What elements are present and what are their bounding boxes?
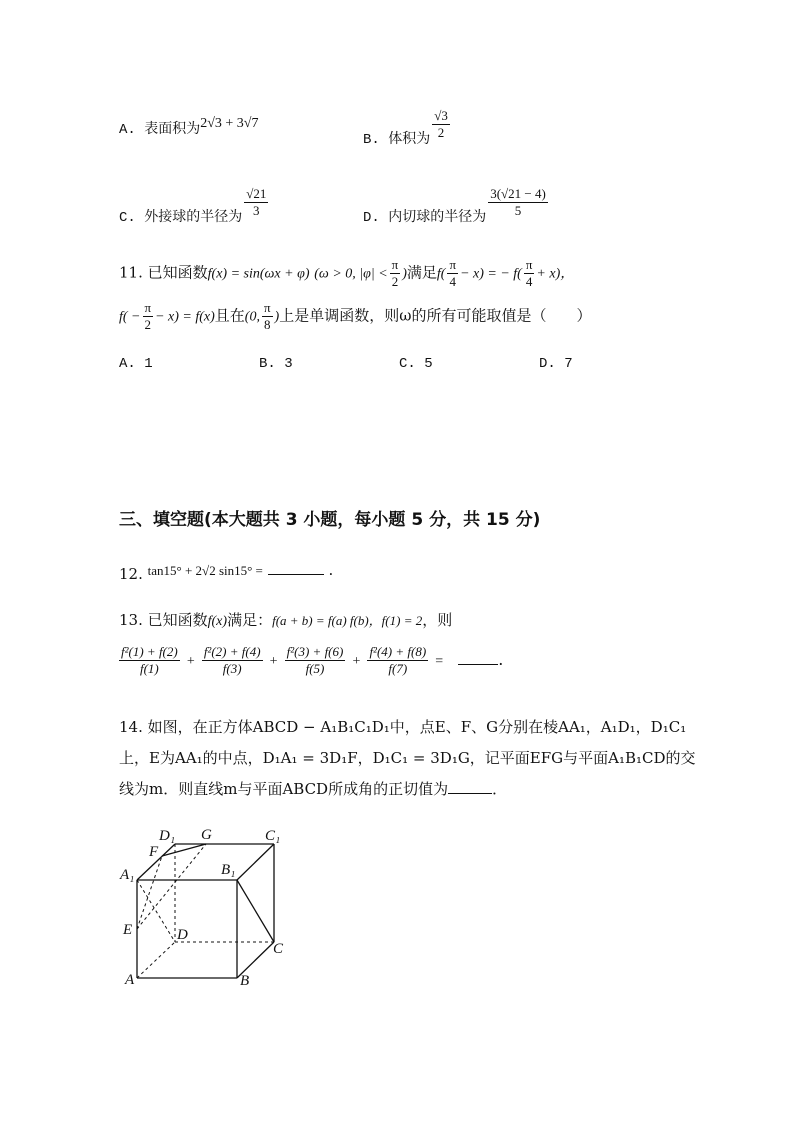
q13-term4-num: f²(4) + f(8) [369, 644, 427, 659]
label-f: F [149, 844, 159, 860]
q10-option-b-num: √3 [434, 108, 448, 123]
label-a1: A₁ [120, 867, 135, 883]
q10-option-b [363, 108, 452, 148]
q11-line1 [119, 257, 574, 290]
q11-eq2-left: f( − [119, 309, 141, 325]
q11-cond-end: ) [402, 266, 407, 282]
q14-answer-blank[interactable] [448, 779, 492, 794]
q10-option-b-label: B. 体积为 [363, 131, 431, 148]
q13-equals: = [435, 654, 444, 669]
q10-option-d-label: D. 内切球的半径为 [363, 209, 487, 226]
label-c: C [273, 941, 284, 957]
q11-interval-end: ) [274, 309, 280, 325]
q11-func: f(x) = sin(ωx + φ) [207, 266, 310, 282]
section-heading: 三、填空题(本大题共 3 小题，每小题 5 分，共 15 分) [119, 510, 541, 530]
q11-text3: 且在 [214, 306, 245, 325]
q11-eq1-num2: π [525, 257, 533, 272]
q11-option-a: A. 1 [119, 356, 153, 372]
q11-number: 11. [119, 263, 143, 282]
q13-term4-den: f(7) [388, 661, 408, 676]
q12-line [119, 560, 334, 583]
label-b: B [240, 973, 250, 989]
q10-option-d-den: 5 [514, 203, 522, 218]
q14-line3-text: 线为m．则直线m与平面ABCD所成角的正切值为 [119, 780, 449, 798]
label-e: E [123, 922, 133, 938]
q11-line2 [119, 300, 591, 333]
q11-text4: 上是单调函数，则ω的所有可能取值是（ ） [279, 306, 592, 325]
q13-plus-2: + [269, 654, 278, 669]
q13-plus-3: + [352, 654, 361, 669]
q11-eq2-den: 2 [144, 317, 152, 332]
q12-answer-blank[interactable] [268, 560, 324, 575]
label-d: D [177, 927, 188, 943]
q14-line3-end: ． [492, 780, 508, 798]
q11-cond-num: π [391, 257, 399, 272]
q13-term3-den: f(5) [305, 661, 325, 676]
q13-cond: f(a + b) = f(a) f(b)，f(1) = 2 [272, 613, 423, 628]
label-g: G [201, 827, 212, 843]
label-a: A [125, 972, 135, 988]
q13-func: f(x) [207, 614, 228, 629]
q11-interval-den: 8 [264, 317, 271, 332]
q11-eq2-num: π [144, 300, 152, 315]
q13-term2-den: f(3) [222, 661, 242, 676]
q13-answer-blank[interactable] [458, 650, 498, 665]
q10-option-d-num: 3(√21 − 4) [490, 186, 546, 201]
q11-eq2-end: − x) = f(x) [155, 309, 215, 325]
q13-term1-num: f²(1) + f(2) [121, 644, 178, 659]
q11-interval-left: (0, [244, 309, 260, 325]
q10-option-a [119, 118, 258, 138]
q10-option-b-den: 2 [437, 125, 445, 140]
label-c1: C₁ [265, 828, 281, 844]
q11-text2: 满足 [406, 263, 437, 282]
q11-option-c: C. 5 [399, 356, 433, 372]
q11-option-b: B. 3 [259, 356, 293, 372]
label-b1: B₁ [221, 862, 236, 878]
q10-option-c [119, 186, 270, 226]
q14-line3 [119, 778, 507, 799]
q13-term2-num: f²(2) + f(4) [203, 644, 261, 659]
q10-option-c-den: 3 [253, 203, 260, 218]
q13-expression [117, 644, 503, 677]
q11-cond: (ω > 0, |φ| < [314, 266, 388, 282]
q11-eq1-den2: 4 [525, 274, 533, 289]
q13-satisfy: 满足： [227, 611, 273, 629]
q12-expr: tan15° + 2√2 sin15° = [147, 563, 263, 578]
q11-eq1-left: f( [436, 266, 446, 282]
q12-number: 12. [119, 565, 143, 583]
q14-line2: 上，E为AA₁的中点，D₁A₁ = 3D₁F，D₁C₁ = 3D₁G，记平面EFG与平面A₁B₁CD的交 [119, 749, 696, 767]
q10-option-a-expr: 2√3 + 3√7 [200, 116, 259, 131]
cube-figure [115, 822, 295, 992]
q13-then: ，则 [422, 611, 453, 629]
q10-option-d [363, 186, 550, 226]
q10-option-c-label: C. 外接球的半径为 [119, 209, 243, 226]
q13-term3-num: f²(3) + f(6) [286, 644, 344, 659]
q13-intro: 13. 已知函数 [119, 611, 208, 629]
q12-end: . [328, 561, 334, 579]
label-d1: D₁ [159, 828, 176, 844]
q11-eq1-den: 4 [449, 274, 457, 289]
q13-end: . [498, 650, 504, 669]
q11-eq1-mid: − x) = − f( [460, 266, 522, 282]
q11-text1: 已知函数 [147, 263, 208, 282]
q11-interval-num: π [263, 300, 271, 315]
q13-line1 [119, 609, 452, 630]
q11-cond-den: 2 [391, 274, 399, 289]
q13-plus-1: + [186, 654, 195, 669]
q11-option-d: D. 7 [539, 356, 573, 372]
q10-option-c-num: √21 [246, 186, 267, 201]
q13-term1-den: f(1) [139, 661, 159, 676]
q10-option-a-label: A. 表面积为 [119, 122, 201, 138]
q11-eq1-num: π [449, 257, 457, 272]
q11-eq1-end: + x)， [536, 266, 575, 282]
q14-line1: 14. 如图，在正方体ABCD − A₁B₁C₁D₁中，点E、F、G分别在棱AA₁，A₁D₁，D₁C₁ [119, 718, 687, 736]
